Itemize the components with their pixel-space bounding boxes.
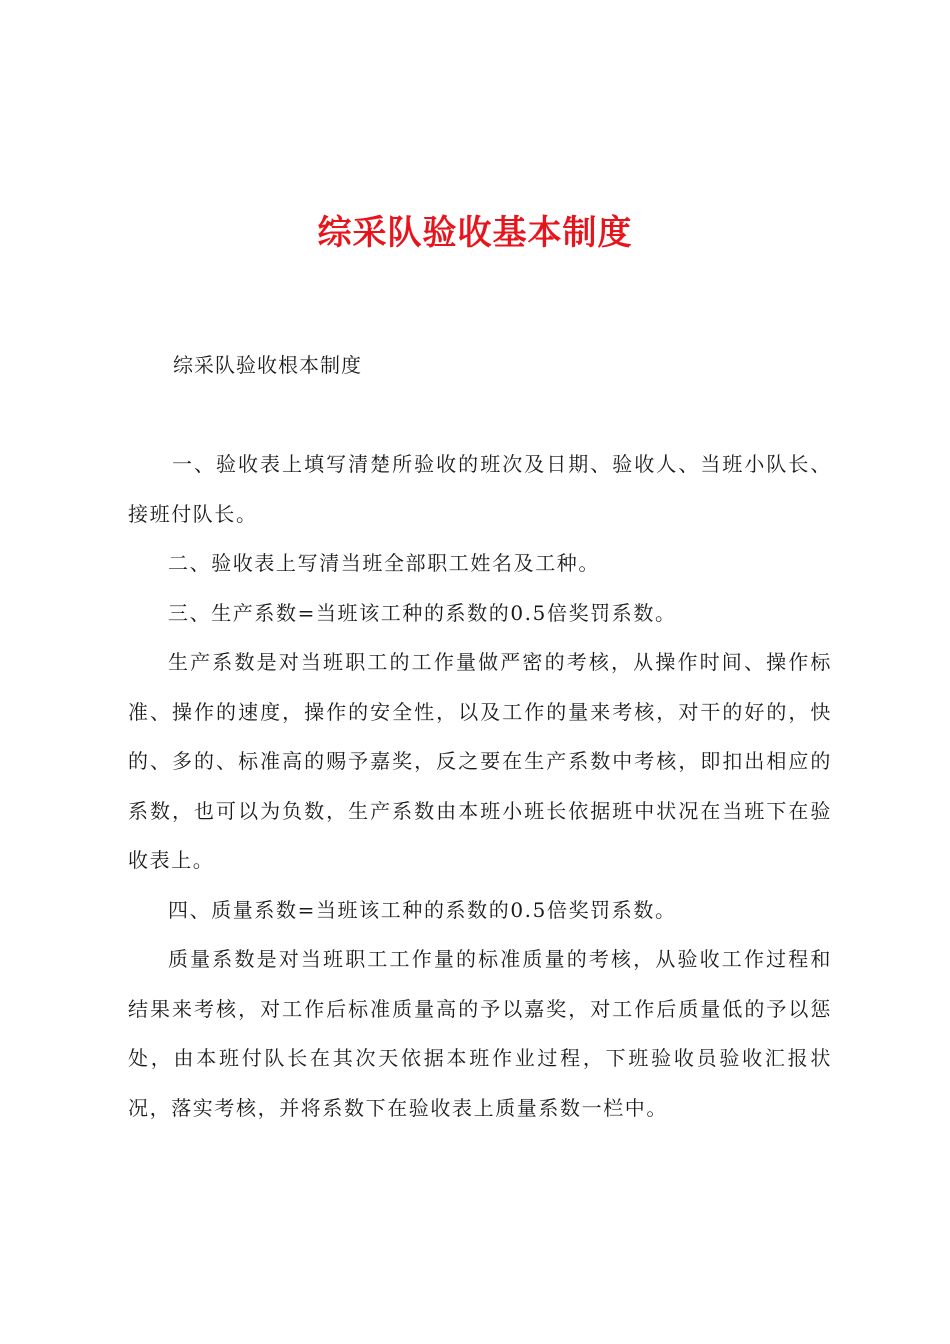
document-subtitle: 综采队验收根本制度 — [173, 353, 362, 377]
document-title: 综采队验收基本制度 — [317, 213, 633, 253]
paragraph-item-5: 四、质量系数=当班该工种的系数的0.5倍奖罚系数。 — [168, 897, 677, 922]
paragraph-item-4: 生产系数是对当班职工的工作量做严密的考核，从操作时间、操作标准、操作的速度，操作的安全性，以及工作的量来考核，对干的好的，快的、多的、标准高的赐予嘉奖，反之要在生产系数中考核，即扣出相应的系数，也可以为负数，生产系数由本班小班长依据班中状况在当班下在验收表上。 — [128, 650, 832, 872]
paragraph-item-2: 二、验收表上写清当班全部职工姓名及工种。 — [168, 551, 600, 575]
paragraph-item-6: 质量系数是对当班职工工作量的标准质量的考核，从验收工作过程和结果来考核，对工作后标准质量高的予以嘉奖，对工作后质量低的予以惩处，由本班付队长在其次天依据本班作业过程，下班验收员验收汇报状况，落实考核，并将系数下在验收表上质量系数一栏中。 — [128, 947, 832, 1120]
document-body — [128, 440, 832, 1133]
paragraph-item-3: 三、生产系数=当班该工种的系数的0.5倍奖罚系数。 — [168, 600, 677, 625]
paragraph-item-1: 一、验收表上填写清楚所验收的班次及日期、验收人、当班小队长、接班付队长。 — [128, 452, 832, 526]
